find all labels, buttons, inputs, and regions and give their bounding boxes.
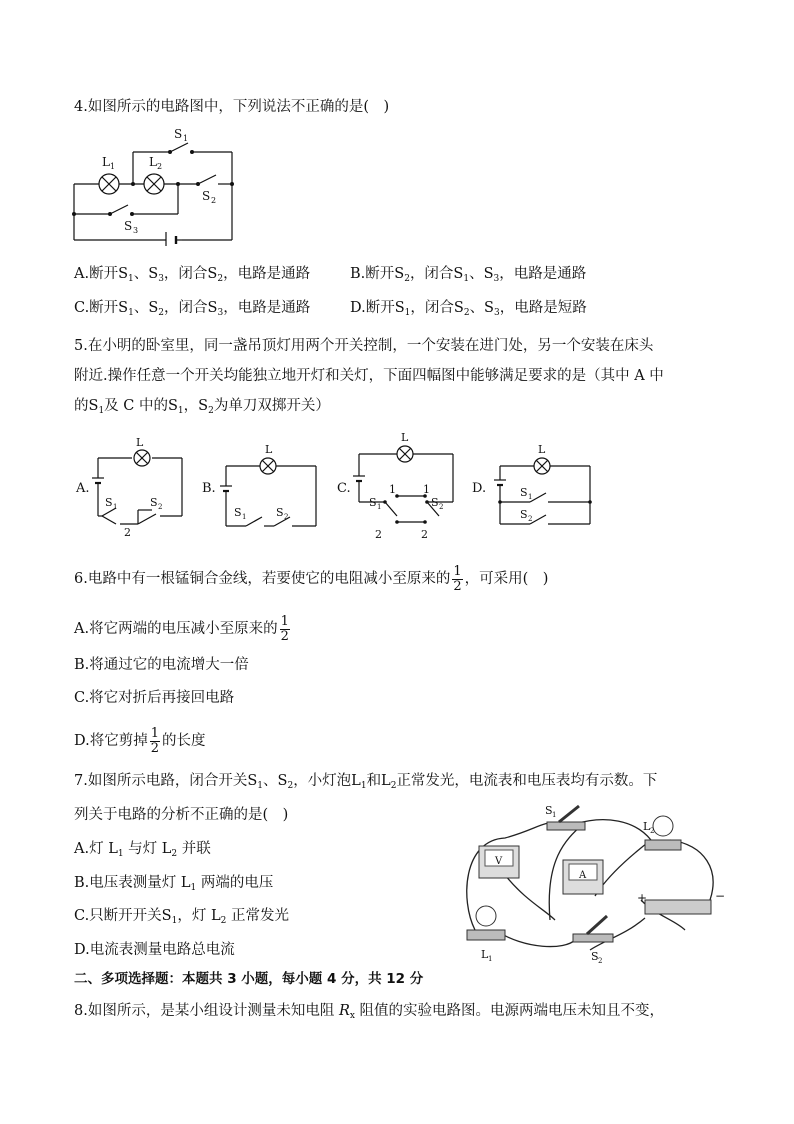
svg-text:2: 2 [528,515,533,523]
svg-text:+: + [637,891,648,905]
svg-text:1: 1 [183,134,189,143]
q7-circuit-illustration [455,800,730,965]
svg-text:2: 2 [439,503,444,511]
svg-text:1: 1 [242,513,247,521]
q6-option-d[interactable]: D.将它剪掉 $\frac{1}{2}$ 的长度 [74,725,206,756]
svg-text:S: S [591,950,599,963]
q8-line-1: 8.如图所示，是某小组设计测量未知电阻 $R_x$ 阻值的实验电路图。电源两端电压未知且不变， [74,1003,665,1021]
svg-text:2: 2 [650,827,655,835]
svg-text:2: 2 [157,162,163,171]
q7-option-b[interactable]: B.电压表测量灯 $L_1$ 两端的电压 [74,875,274,893]
svg-text:1: 1 [377,503,382,511]
q7-line-2: 列关于电路的分析不正确的是( ) [74,807,289,823]
q5-figure-d[interactable] [470,436,598,542]
q5-figure-b[interactable] [198,436,326,542]
q6-stem: 6.电路中有一根锰铜合金线，若要使它的电阻减小至原来的 $\frac{1}{2}$ ，可采用( ) [74,563,549,594]
svg-text:S: S [520,486,528,499]
svg-text:1: 1 [110,162,116,171]
q4-label-l2: L [149,155,157,169]
q4-label-s1: S [174,127,183,141]
q4-label-s3: S [124,219,133,233]
q5-figure-c[interactable] [335,430,465,542]
q5-line-1: 5.在小明的卧室里，同一盏吊顶灯用两个开关控制，一个安装在进门处，另一个安装在床头 [74,338,654,354]
svg-text:1: 1 [528,493,533,501]
q7-option-c[interactable]: C.只断开开关$S_1$，灯 $L_2$ 正常发光 [74,908,289,926]
q7-option-a[interactable]: A.灯 $L_1$ 与灯 $L_2$ 并联 [74,841,211,859]
q6-option-c[interactable]: C.将它对折后再接回电路 [74,690,235,706]
svg-text:L: L [401,431,409,444]
q5-figure-a[interactable] [72,436,190,542]
ammeter-label: A [579,870,587,881]
svg-text:1: 1 [552,811,557,819]
svg-text:2: 2 [598,957,603,965]
q4-option-d[interactable]: D.断开$S_1$，闭合$S_2$、$S_3$，电路是短路 [350,300,587,318]
svg-text:D.: D. [472,481,487,496]
svg-text:C.: C. [337,481,351,496]
svg-text:2: 2 [284,513,289,521]
svg-text:1: 1 [113,503,118,511]
svg-text:S: S [150,496,158,509]
section-heading-multiple-choice: 二、多项选择题：本题共 3 小题，每小题 4 分，共 12 分 [74,971,424,987]
svg-text:L: L [265,443,273,456]
q7-line-1: 7.如图所示电路，闭合开关$S_1$、$S_2$，小灯泡$L_1$和$L_2$正常发光，电流表和电压表均有示数。下 [74,773,658,791]
svg-text:B.: B. [202,481,216,496]
svg-text:S: S [234,506,242,519]
q4-circuit-diagram [70,124,240,246]
svg-text:S: S [545,804,553,817]
svg-text:S: S [369,496,377,509]
svg-text:2: 2 [211,196,217,205]
q4-label-s2: S [202,189,211,203]
q4-label-l1: L [102,155,110,169]
q4-option-a[interactable]: A.断开$S_1$、$S_3$，闭合$S_2$，电路是通路 [74,266,311,284]
q4-stem: 4.如图所示的电路图中，下列说法不正确的是( ) [74,99,390,115]
voltmeter-label: V [495,856,503,867]
q4-option-c[interactable]: C.断开$S_1$、$S_2$，闭合$S_3$，电路是通路 [74,300,311,318]
svg-text:A.: A. [76,481,90,496]
svg-text:2: 2 [124,526,131,539]
svg-text:−: − [715,889,726,903]
q6-fraction: $\frac{1}{2}$ [453,563,462,594]
svg-text:L: L [481,948,489,961]
svg-text:2: 2 [158,503,163,511]
svg-text:3: 3 [133,226,139,235]
svg-text:1: 1 [389,483,396,496]
svg-text:1: 1 [423,483,430,496]
svg-text:1: 1 [488,955,493,963]
svg-text:S: S [520,508,528,521]
svg-text:S: S [431,496,439,509]
q6-option-a[interactable]: A.将它两端的电压减小至原来的 $\frac{1}{2}$ [74,613,289,644]
svg-text:S: S [105,496,113,509]
q5-line-3: 的$S_1$及 C 中的$S_1$，$S_2$为单刀双掷开关） [74,398,330,416]
svg-text:S: S [276,506,284,519]
svg-text:L: L [136,436,144,449]
svg-text:2: 2 [375,528,382,541]
svg-text:L: L [538,443,546,456]
q5-line-2: 附近.操作任意一个开关均能独立地开灯和关灯，下面四幅图中能够满足要求的是（其中 A 中 [74,368,664,384]
q7-option-d[interactable]: D.电流表测量电路总电流 [74,942,235,958]
svg-text:L: L [643,820,651,833]
q4-option-b[interactable]: B.断开$S_2$，闭合$S_1$、$S_3$，电路是通路 [350,266,587,284]
svg-text:2: 2 [421,528,428,541]
q6-option-b[interactable]: B.将通过它的电流增大一倍 [74,657,249,673]
